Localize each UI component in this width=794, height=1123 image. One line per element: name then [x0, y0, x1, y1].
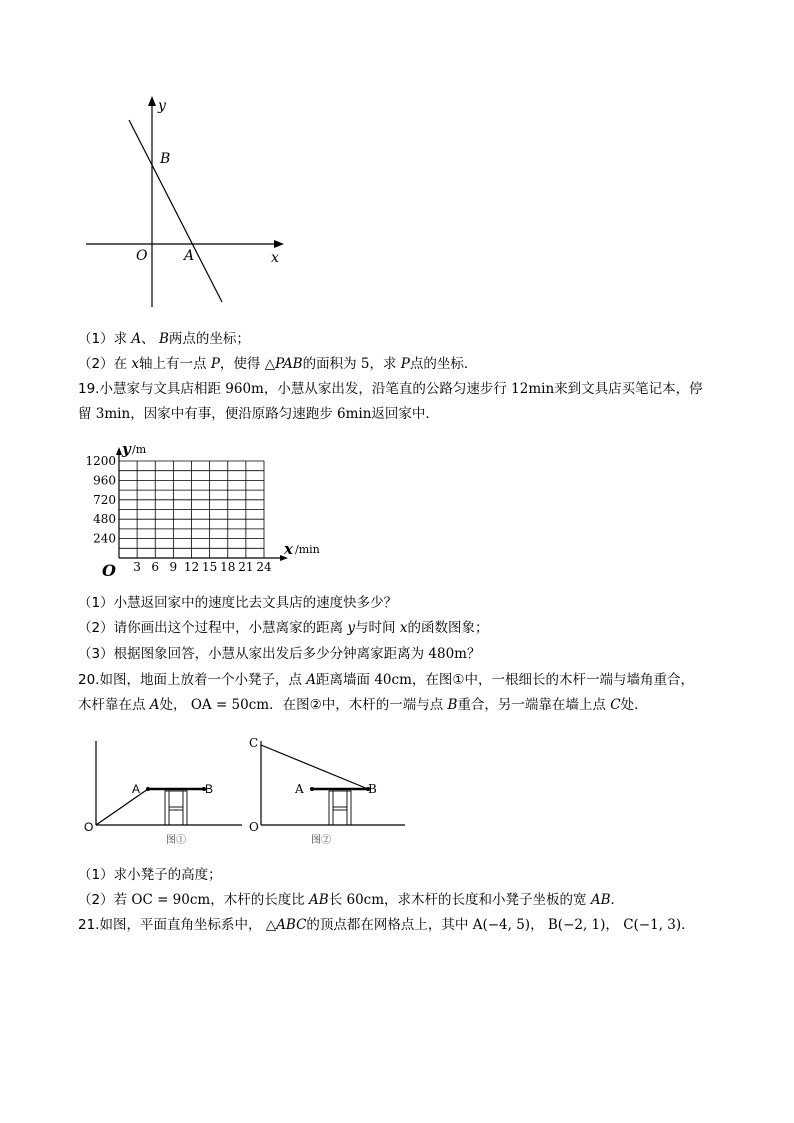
y-tick-label: 1200 — [85, 454, 116, 468]
point-a-dot — [146, 787, 150, 791]
line-ab — [129, 120, 222, 302]
x-tick-label: 6 — [151, 560, 160, 574]
x-tick-label: 3 — [133, 560, 141, 574]
label-b: B — [160, 151, 171, 167]
q20-line1: 20.如图，地面上放着一个小凳子，点 A距离墙面 40cm，在图①中，一根细长的木杆一端与墙角重合， — [78, 672, 694, 688]
q19-part1: （1）小慧返回家中的速度比去文具店的速度快多少？ — [78, 595, 398, 611]
figure-stool-2 — [245, 735, 410, 850]
label-a: A — [184, 248, 195, 264]
chart-x-unit: /min — [295, 543, 320, 556]
figure-line-ab — [80, 92, 295, 317]
chart-x-label: x — [284, 540, 293, 558]
x-tick-label: 21 — [238, 560, 254, 574]
x-axis-arrow — [274, 240, 284, 248]
q18-part2: （2）在 x轴上有一点 P，使得 △PAB的面积为 5，求 P点的坐标． — [78, 356, 478, 372]
caption: 图① — [166, 835, 186, 846]
label-b: B — [205, 782, 214, 796]
x-tick-label: 9 — [169, 560, 178, 574]
chart-y-unit: /m — [132, 443, 147, 456]
stool-legs — [165, 791, 187, 825]
q19-line1: 19.小慧家与文具店相距 960m，小慧从家出发，沿笔直的公路匀速步行 12min来到文具店买笔记本，停 — [78, 381, 703, 397]
x-tick-label: 12 — [183, 560, 200, 574]
label-o: O — [84, 820, 94, 834]
pole — [96, 789, 148, 825]
figure-stool-1 — [80, 735, 250, 850]
y-tick-label: 480 — [93, 512, 116, 527]
q20-part1: （1）求小凳子的高度； — [78, 867, 222, 883]
chart-tick-labels — [85, 454, 272, 574]
chart-grid — [119, 461, 264, 558]
label-o: O — [136, 248, 148, 264]
distance-time-grid-chart — [78, 436, 328, 581]
label-x: x — [271, 250, 279, 266]
label-b: B — [368, 782, 377, 796]
label-o: O — [249, 820, 259, 834]
stool-legs — [329, 791, 351, 825]
q19-line2: 留 3min，因家中有事，便沿原路匀速跑步 6min返回家中． — [78, 406, 439, 422]
label-a: A — [295, 782, 304, 796]
y-tick-label: 720 — [93, 492, 116, 507]
chart-y-label: y — [122, 440, 131, 458]
x-tick-label: 18 — [220, 560, 236, 574]
q20-part2: （2）若 OC = 90cm，木杆的长度比 AB长 60cm，求木杆的长度和小凳子坐板的宽 AB． — [78, 892, 625, 908]
y-tick-label: 960 — [93, 473, 116, 488]
q21-line: 21.如图，平面直角坐标系中， △ABC的顶点都在网格点上，其中 A(−4, 5)， B(−2, 1)， C(−1, 3)． — [78, 917, 695, 933]
label-y: y — [158, 98, 166, 114]
point-a-dot — [310, 787, 314, 791]
q20-line2: 木杆靠在点 A处， OA = 50cm．在图②中，木杆的一端与点 B重合，另一端靠在墙上点 C处． — [78, 697, 648, 713]
y-tick-label: 240 — [93, 531, 116, 546]
label-a: A — [132, 782, 141, 796]
q19-part2: （2）请你画出这个过程中，小慧离家的距离 y与时间 x的函数图象； — [78, 620, 489, 636]
label-c: C — [249, 736, 259, 750]
q18-part1: （1）求 A、 B两点的坐标； — [78, 331, 250, 347]
q19-part3: （3）根据图象回答，小慧从家出发后多少分钟离家距离为 480m？ — [78, 646, 481, 662]
chart-axes — [116, 447, 288, 561]
x-tick-label: 24 — [256, 560, 272, 574]
pole — [261, 745, 368, 789]
y-axis-arrow — [148, 96, 156, 106]
caption: 图② — [311, 835, 331, 846]
chart-origin: O — [102, 561, 116, 580]
x-tick-label: 15 — [201, 560, 218, 574]
